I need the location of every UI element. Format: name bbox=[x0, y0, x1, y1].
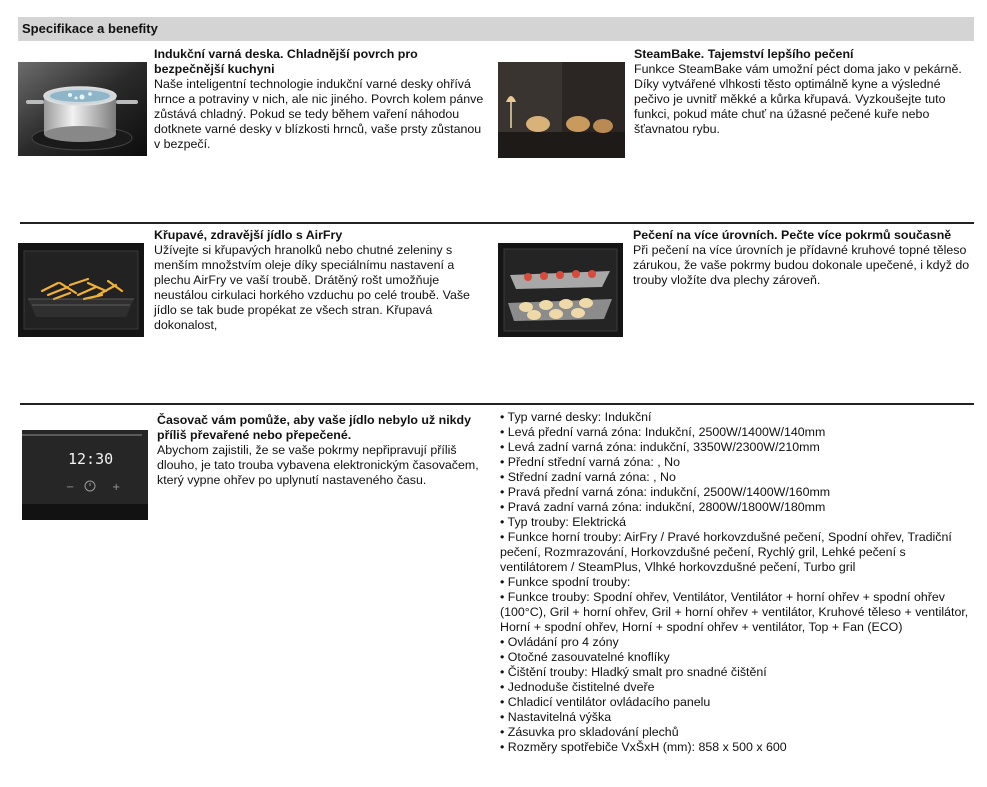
airfry-fries-image bbox=[18, 243, 144, 337]
spec-item: • Střední zadní varná zóna: , No bbox=[500, 470, 676, 484]
timer-display-text: 12:30 bbox=[68, 450, 114, 468]
spec-item: • Pravá přední varná zóna: indukční, 2500W/1400W/160mm bbox=[500, 485, 831, 499]
feature-body: Naše inteligentní technologie indukční varné desky ohřívá hrnce a potraviny v nich, ale nic jiného. Povrch kolem pánve zůstává chladný. Pokud se tedy během vaření náhodou dotknete varné desky v blízkosti hrnců, vaše prsty zůstanou v bezpečí. bbox=[154, 77, 484, 151]
svg-text:−: − bbox=[66, 482, 75, 493]
multilevel-baking-image bbox=[498, 243, 623, 337]
spec-item: • Přední střední varná zóna: , No bbox=[500, 455, 680, 469]
spec-list bbox=[500, 410, 976, 755]
feature-title: SteamBake. Tajemství lepšího pečení bbox=[634, 47, 854, 61]
spec-item: • Čištění trouby: Hladký smalt pro snadné čištění bbox=[500, 665, 767, 679]
feature-timer bbox=[157, 413, 491, 488]
spec-item: • Otočné zasouvatelné knoflíky bbox=[500, 650, 670, 664]
section-header: Specifikace a benefity bbox=[18, 17, 974, 41]
feature-title: Pečení na více úrovních. Pečte více pokrmů současně bbox=[633, 228, 952, 242]
spec-item: • Funkce spodní trouby: bbox=[500, 575, 631, 589]
induction-pot-image bbox=[18, 62, 147, 156]
timer-display-image bbox=[22, 430, 148, 520]
spec-item: • Levá zadní varná zóna: indukční, 3350W/2300W/210mm bbox=[500, 440, 820, 454]
spec-item: • Ovládání pro 4 zóny bbox=[500, 635, 619, 649]
spec-item: • Rozměry spotřebiče VxŠxH (mm): 858 x 500 x 600 bbox=[500, 740, 787, 754]
steambake-bread-image bbox=[498, 62, 625, 158]
feature-steambake bbox=[634, 47, 974, 137]
feature-body: Užívejte si křupavých hranolků nebo chutné zeleniny s menším množstvím oleje díky speciálnímu nastavení a plechu AirFry ve vaší troubě. Drátěný rošt umožňuje neustálou cirkulaci horkého vzduchu po celé troubě. Vaše jídlo se tak bude propékat ze všech stran. Křupavá dokonalost, bbox=[154, 243, 470, 332]
spec-item: • Typ varné desky: Indukční bbox=[500, 410, 652, 424]
spec-item: • Chladicí ventilátor ovládacího panelu bbox=[500, 695, 711, 709]
feature-title: Křupavé, zdravější jídlo s AirFry bbox=[154, 228, 343, 242]
divider-row3 bbox=[20, 403, 974, 405]
spec-item: • Jednoduše čistitelné dveře bbox=[500, 680, 655, 694]
spec-item: • Funkce trouby: Spodní ohřev, Ventilátor, Ventilátor + horní ohřev + spodní ohřev (100°C), Gril + horní ohřev, Gril + horní ohřev + ventilátor, Kruhové těleso + ventilátor, Horní + spodní ohřev, Horní + spodní ohřev + ventilátor, Top + Fan (ECO) bbox=[500, 590, 969, 634]
feature-induction bbox=[154, 47, 488, 152]
spec-item: • Funkce horní trouby: AirFry / Pravé horkovzdušné pečení, Spodní ohřev, Tradiční pečení, Rozmrazování, Horkovzdušné pečení, Rychlý gril, Lehké pečení s ventilátorem / SteamPlus, Vlhké horkovzdušné pečení, Turbo gril bbox=[500, 530, 952, 574]
feature-body: Funkce SteamBake vám umožní péct doma jako v pekárně. Díky vytvářené vlhkosti těsto optimálně kyne a výsledné pečivo je uvnitř měkké a kůrka křupavá. Vyzkoušejte tuto funkci, pokud máte chuť na úžasné pečené kuře nebo šťavnatou rybu. bbox=[634, 62, 962, 136]
feature-body: Při pečení na více úrovních je přídavné kruhové topné těleso zárukou, že vaše pokrmy budou dokonale upečené, i když do trouby vložíte dva plechy zároveň. bbox=[633, 243, 970, 287]
feature-title: Časovač vám pomůže, aby vaše jídlo nebylo už nikdy příliš převařené nebo přepečené. bbox=[157, 413, 472, 442]
feature-body: Abychom zajistili, že se vaše pokrmy nepřipravují příliš dlouho, je tato trouba vybavena elektronickým časovačem, který vypne ohřev po uplynutí nastaveného času. bbox=[157, 443, 479, 487]
spec-item: • Nastavitelná výška bbox=[500, 710, 612, 724]
svg-text:+: + bbox=[112, 482, 121, 493]
spec-item: • Typ trouby: Elektrická bbox=[500, 515, 626, 529]
spec-item: • Pravá zadní varná zóna: indukční, 2800W/1800W/180mm bbox=[500, 500, 826, 514]
feature-title: Indukční varná deska. Chladnější povrch pro bezpečnější kuchyni bbox=[154, 47, 418, 76]
spec-item: • Levá přední varná zóna: Indukční, 2500W/1400W/140mm bbox=[500, 425, 826, 439]
feature-airfry bbox=[154, 228, 488, 333]
divider-row2 bbox=[20, 222, 974, 224]
spec-item: • Zásuvka pro skladování plechů bbox=[500, 725, 679, 739]
feature-multilevel bbox=[633, 228, 974, 288]
